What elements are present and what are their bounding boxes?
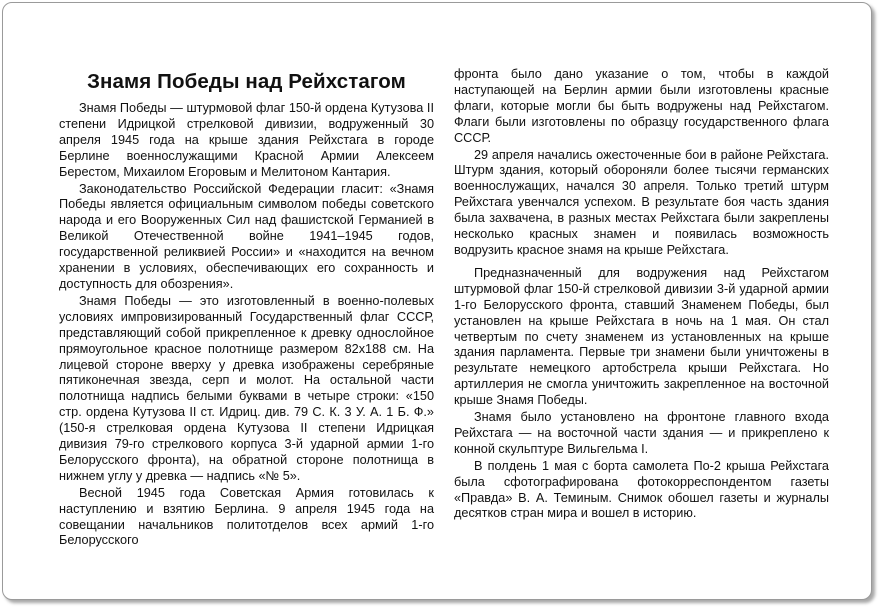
- paragraph: Предназначенный для водружения над Рейхстагом штурмовой флаг 150-й стрелковой дивизии 3-й ударной армии 1-го Белорусского фронта, ставший Знаменем Победы, был установлен на крыше Рейхстага в ночь на 1 мая. Он стал четвертым по счету знаменем из установленных на крыше здания парламента. Первые три знамени были уничтожены в результате немецкого артобстрела крыши Рейхстага. Но артиллерия не смогла уничтожить закрепленное на восточной крыше Знамя Победы.: [454, 265, 829, 408]
- left-column: [59, 69, 434, 549]
- paragraph: Знамя Победы — это изготовленный в военно-полевых условиях импровизированный Государственный флаг СССР, представляющий собой прикрепленное к древку однослойное прямоугольное красное полотнище размером 82х188 см. На лицевой стороне вверху у древка изображены серебряные пятиконечная звезда, серп и молот. На остальной части полотнища надпись белыми буквами в четыре строки: «150 стр. ордена Кутузова II ст. Идриц. див. 79 С. К. 3 У. А. 1 Б. Ф.» (150-я стрелковая ордена Кутузова II степени Идрицкая дивизия 79-го стрелкового корпуса 3-й ударной армии 1-го Белорусского фронта), на обратной стороне полотнища в нижнем углу у древка — надпись «№ 5».: [59, 293, 434, 483]
- paragraph: Знамя Победы — штурмовой флаг 150-й ордена Кутузова II степени Идрицкой стрелковой дивизии, водруженный 30 апреля 1945 года на крыше здания Рейхстага в городе Берлине военнослужащими Красной Армии Алексеем Берестом, Михаилом Егоровым и Мелитоном Кантария.: [59, 101, 434, 179]
- paragraph: В полдень 1 мая с борта самолета По-2 крыша Рейхстага была сфотографирована фотокорреспондентом газеты «Правда» В. А. Теминым. Снимок обошел газеты и журналы десятков стран мира и вошел в историю.: [454, 458, 829, 521]
- paragraph-continuation: фронта было дано указание о том, чтобы в каждой наступающей на Берлин армии были изготовлены красные флаги, которые могли бы быть водружены над Рейхстагом. Флаги были изготовлены по образцу государственного флага СССР.: [454, 67, 829, 145]
- paragraph: Законодательство Российской Федерации гласит: «Знамя Победы является официальным символом победы советского народа и его Вооруженных Сил над фашистской Германией в Великой Отечественной войне 1941–1945 годов, государственной реликвией России» и «находится на вечном хранении в условиях, обеспечивающих его сохранность и доступность для обозрения».: [59, 181, 434, 291]
- paragraph-gap: [454, 259, 829, 266]
- paragraph: Весной 1945 года Советская Армия готовилась к наступлению и взятию Берлина. 9 апреля 1945 года на совещании начальников политотделов всех армий 1-го Белорусского: [59, 485, 434, 548]
- right-column: [454, 67, 829, 522]
- page: [2, 2, 872, 600]
- paragraph: Знамя было установлено на фронтоне главного входа Рейхстага — на восточной части здания — и прикреплено к конной скульптуре Вильгельма I.: [454, 410, 829, 456]
- article-title: Знамя Победы над Рейхстагом: [87, 70, 406, 93]
- paragraph: 29 апреля начались ожесточенные бои в районе Рейхстага. Штурм здания, который обороняли более тысячи германских военнослужащих, начался 30 апреля. Только третий штурм Рейхстага увенчался успехом. В результате боя часть здания была захвачена, в разных местах Рейхстага были закреплены несколько красных знамен и появилась возможность водрузить красное знамя на крыше Рейхстага.: [454, 147, 829, 257]
